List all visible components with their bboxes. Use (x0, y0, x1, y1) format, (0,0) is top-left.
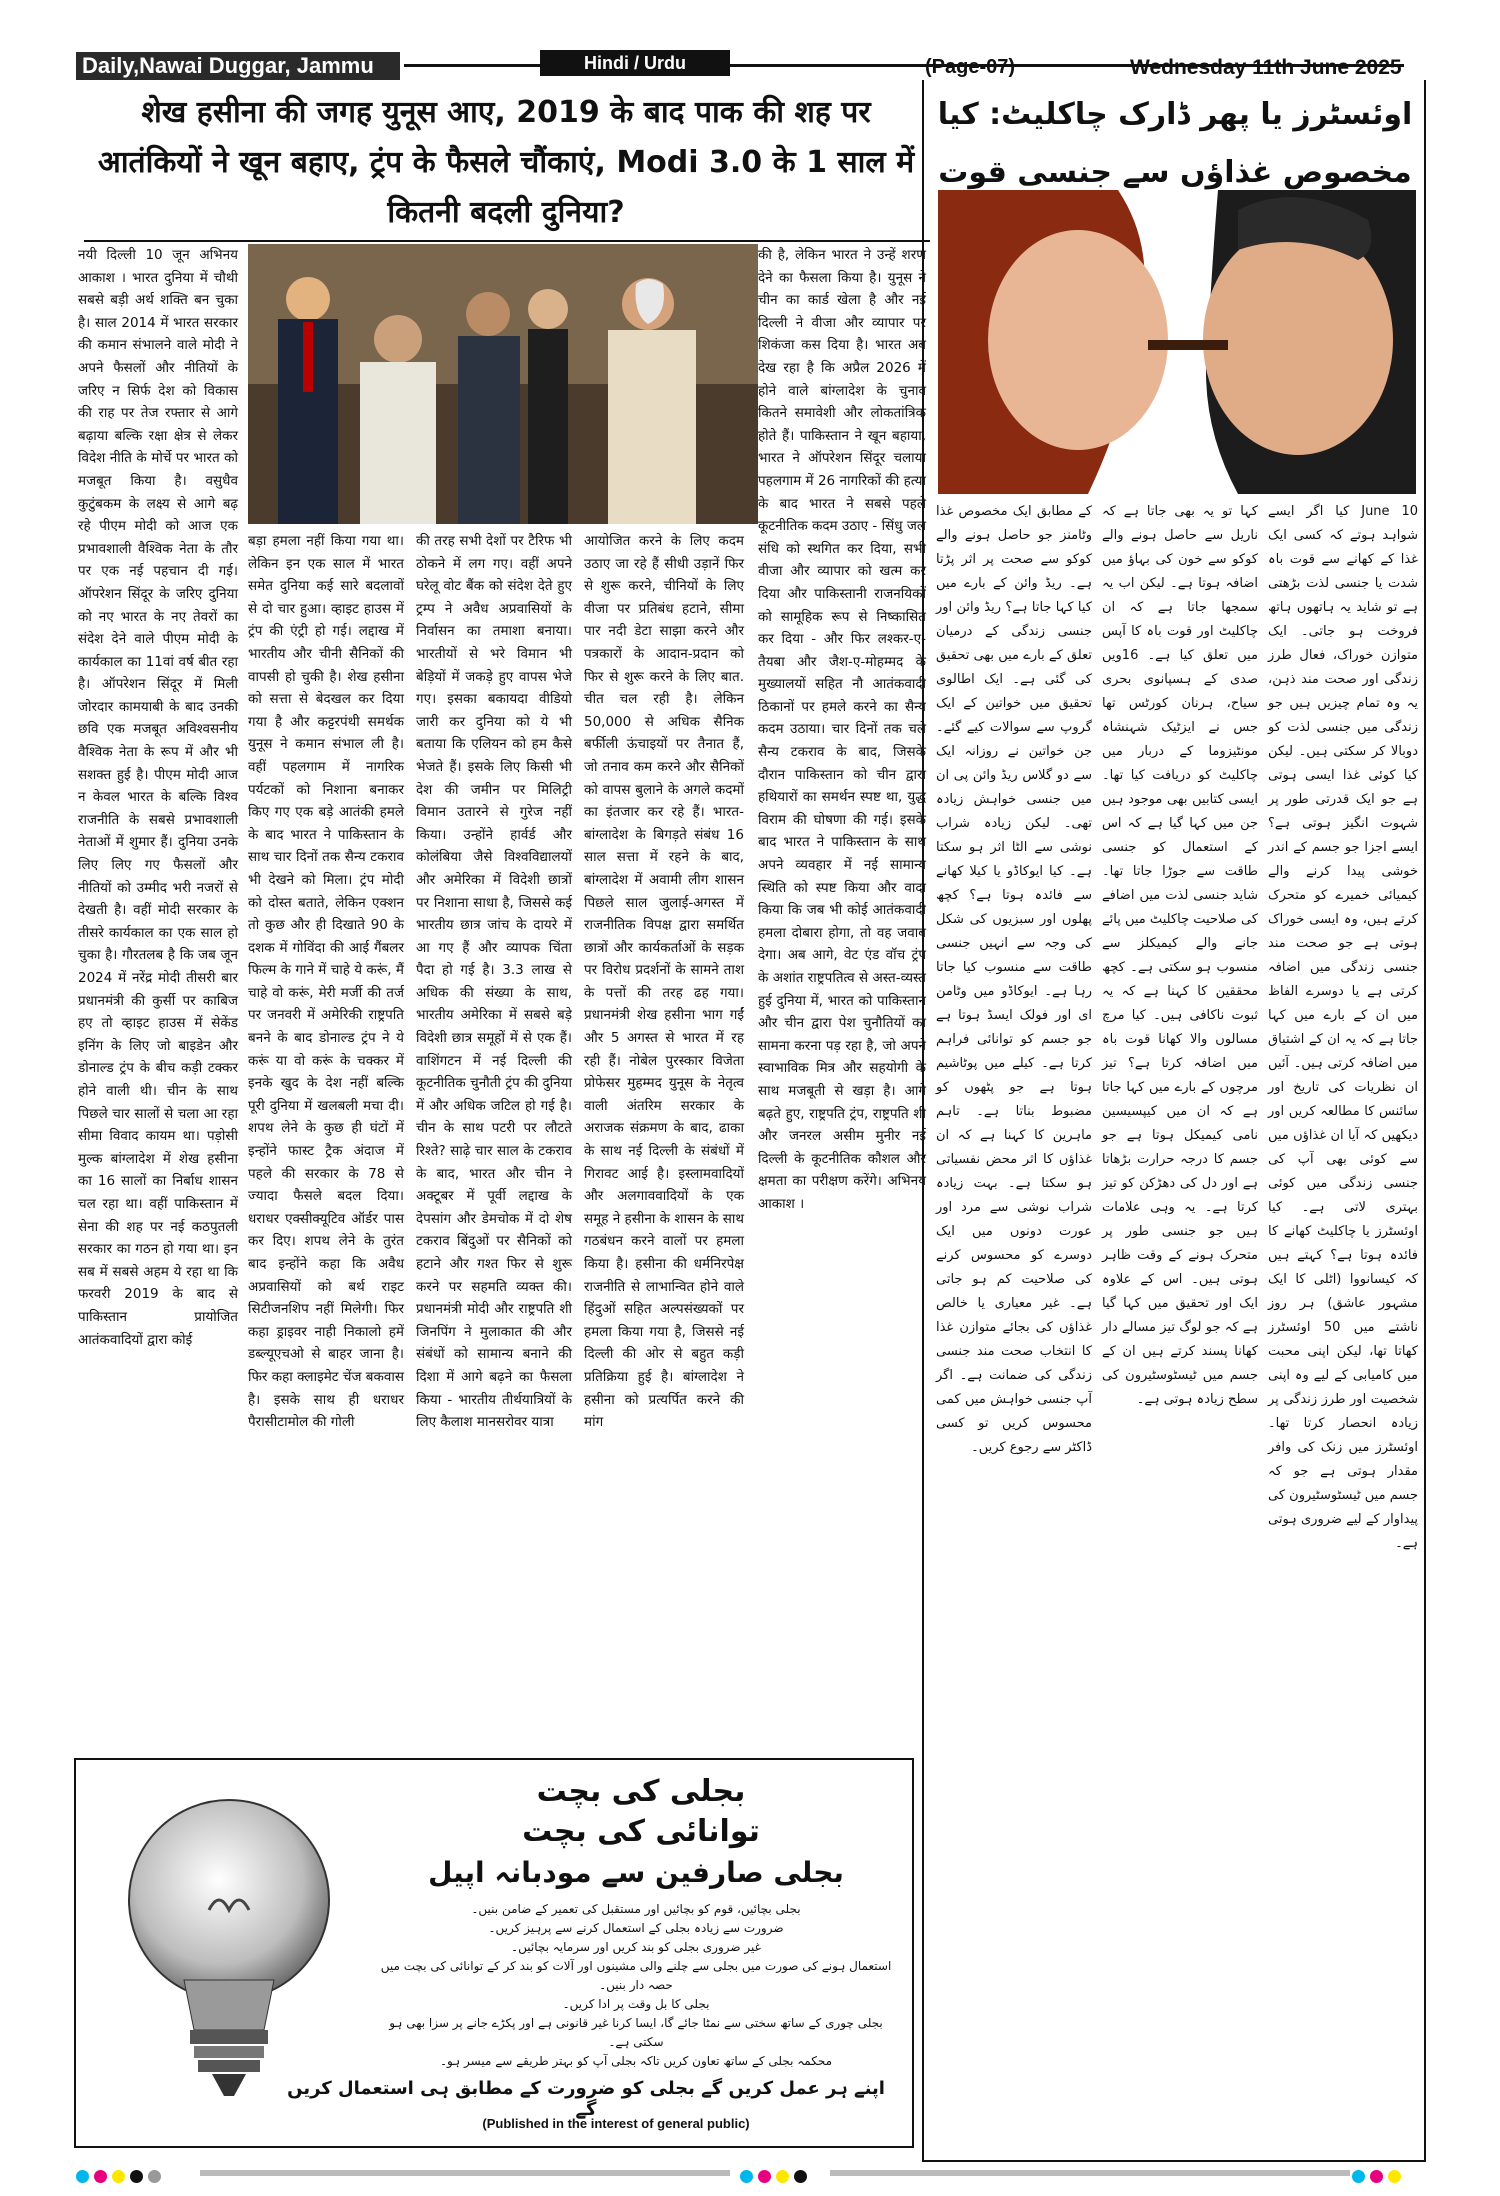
hindi-headline: शेख हसीना की जगह युनूस आए, 2019 के बाद पाक की शह पर आतंकियों ने खून बहाए, ट्रंप के फैसले चौंकाएं, Modi 3.0 के 1 साल में कितनी बदली दुनिया? (97, 95, 915, 230)
hindi-column-2: बड़ा हमला नहीं किया गया था। लेकिन इन एक साल में भारत समेत दुनिया कई सारे बदलावों से दो चार हुआ। व्हाइट हाउस में ट्रंप की एंट्री हो गई। लद्दाख में भारतीय और चीनी सैनिकों की वापसी हो चुकी है। शेख हसीना को सत्ता से बेदखल कर दिया गया है और कट्टरपंथी समर्थक युनूस ने कमान संभाल ली है। वहीं पहलगाम में नागरिक पर्यटकों को निशाना बनाकर किए गए एक बड़े आतंकी हमले के बाद भारत ने पाकिस्तान के साथ चार दिनों तक सैन्य टकराव भी देखने को मिला। ट्रंप मोदी को दोस्त बताते, लेकिन एक्शन तो कुछ और ही दिखाते 90 के दशक में गोविंदा की आई गैंबलर फिल्म के गाने में चाहे ये करूं, मैं चाहे वो करूं, मेरी मर्जी की तर्ज पर जनवरी में अमेरिकी राष्ट्रपति बनने के बाद डोनाल्ड ट्रंप ने ये करूं या वो करूं के चक्कर में इनके खुद के देश नहीं बल्कि पूरी दुनिया में खलबली मचा दी। शपथ लेने के कुछ ही घंटों में इन्होंने फास्ट ट्रैक अंदाज में पहले की सरकार के 78 से ज्यादा फैसले बदल दिया। धराधर एक्सीक्यूटिव ऑर्डर पास कर दिए। शपथ लेने के तुरंत बाद इन्होंने कहा कि अवैध अप्रवासियों को बर्थ राइट सिटीजनशिप नहीं मिलेगी। फिर कहा ड्राइवर नाही निकालो हमें डब्ल्यूएचओ से बाहर जाना है। फिर कहा क्लाइमेट चेंज बकवास है। इसके साथ ही धराधर पैरासीटामोल की गोली (248, 533, 404, 1431)
ad-credit: (Published in the interest of general public) (482, 2116, 750, 2131)
section-label: Hindi / Urdu (540, 50, 730, 76)
paper-name: Daily,Nawai Duggar, Jammu (76, 52, 400, 80)
ad-title-3: بجلی صارفین سے مودبانہ اپیل (428, 1856, 844, 1889)
urdu-headline: اوئسٹرز یا پھر ڈارک چاکلیٹ: کیا مخصوص غذاؤں سے جنسی قوت (937, 97, 1413, 190)
ad-bullet: محکمہ بجلی کے ساتھ تعاون کریں تاکہ بجلی آپ کو بہتر طریقے سے میسر ہو۔ (439, 2054, 833, 2068)
urdu-column-1: 10 June کیا اگر ایسے شواہد ہوتے کہ کسی ایک غذا کے کھانے سے قوت باہ شدت یا جنسی لذت بڑھتی ہے تو شاید یہ ہاتھوں ہاتھ فروخت ہو جاتی۔ ایک متوازن خوراک، فعال طرز زندگی اور صحت مند ذہن، یہ وہ تمام چیزیں ہیں جو زندگی میں جنسی لذت کو دوبالا کر سکتی ہیں۔ لیکن کیا کوئی غذا ایسی ہوتی ہے جو ایک قدرتی طور پر شہوت انگیز ہوتی ہے؟ ایسے اجزا جو جسم کے اندر خوشی پیدا کرنے والے کیمیائی خمیرے کو متحرک کرتے ہیں، وہ ایسی خوراک ہوتی ہے جو صحت مند جنسی زندگی میں اضافہ کرتی ہے یا دوسرے الفاظ میں ان کے بارے میں کہا جاتا ہے کہ یہ ان کے اشتیاق میں اضافہ کرتی ہیں۔ آئیں ان نظریات کی تاریخ اور سائنس کا مطالعہ کریں اور دیکھیں کہ آیا ان غذاؤں میں سے کوئی بھی آپ کی جنسی زندگی میں کوئی بہتری لاتی ہے۔ کیا اوئسٹرز یا چاکلیٹ کھانے کا فائدہ ہوتا ہے؟ کہتے ہیں کہ کیسانووا (اٹلی کا ایک مشہور عاشق) ہر روز ناشتے میں 50 اوئسٹرز کھاتا تھا، لیکن اپنی محبت میں کامیابی کے لیے وہ اپنی شخصیت اور طرز زندگی پر زیادہ انحصار کرتا تھا۔ اوئسٹرز میں زنک کی وافر مقدار ہوتی ہے جو کہ جسم میں ٹیسٹوسٹیرون کی پیداوار کے لیے ضروری ہوتی ہے۔ (1267, 504, 1419, 1551)
hindi-column-1b (78, 752, 238, 1746)
ad-bullet: غیر ضروری بجلی کو بند کریں اور سرمایہ بچائیں۔ (511, 1940, 761, 1954)
page-number: (Page-07) (925, 56, 1016, 78)
lightbulb-icon (104, 1790, 354, 2110)
hindi-column-3: की तरह सभी देशों पर टैरिफ भी ठोकने में लग गए। वहीं अपने घरेलू वोट बैंक को संदेश देते हुए ट्रम्प ने अवैध अप्रवासियों के निर्वासन का तमाशा बनाया। भारतीयों से भरे विमान भी बेड़ियों में जकड़े हुए वापस भेजे गए। इसका बकायदा वीडियो जारी कर दुनिया को ये भी बताया कि एलियन को हम कैसे भेजते हैं। इसके लिए किसी भी देश की जमीन पर मिलिट्री विमान उतारने से गुरेज नहीं किया। उन्होंने हार्वर्ड और कोलंबिया जैसे विश्वविद्यालयों और अमेरिका में विदेशी छात्रों पर निशाना साधा है, जिससे कई भारतीय छात्र जांच के दायरे में आ गए हैं और व्यापक चिंता पैदा हो गई है। 3.3 लाख से अधिक की संख्या के साथ, भारतीय अमेरिका में सबसे बड़े विदेशी छात्र समूहों में से एक हैं। वाशिंगटन में नई दिल्ली की कूटनीतिक चुनौती ट्रंप की दुनिया में और अधिक जटिल हो गई है। चीन के साथ पटरी पर लौटते रिश्ते? साढ़े चार साल के टकराव के बाद, भारत और चीन ने अक्टूबर में पूर्वी लद्दाख के देपसांग और डेमचोक में दो शेष टकराव बिंदुओं पर सैनिकों को हटाने और गश्त फिर से शुरू करने पर सहमति व्यक्त की। प्रधानमंत्री मोदी और राष्ट्रपति शी जिनपिंग ने मुलाकात की और संबंधों को सामान्य बनाने की दिशा में आगे बढ़ने का फैसला किया - भारतीय तीर्थयात्रियों के लिए कैलाश मानसरोवर यात्रा (416, 533, 572, 1431)
leaders-photo (248, 244, 758, 524)
issue-date: Wednesday 11th June 2025 (1130, 56, 1402, 79)
hindi-column-1: नयी दिल्ली 10 जून अभिनय आकाश । भारत दुनिया में चौथी सबसे बड़ी अर्थ शक्ति बन चुका है। साल 2014 में भारत सरकार की कमान संभालने वाले मोदी ने अपने फैसलों और नीतियों के जरिए न सिर्फ देश को विकास की राह पर तेज रफ्तार से आगे बढ़ाया बल्कि रक्षा क्षेत्र से लेकर विदेश नीति के मोर्चे पर भारत को मजबूत किया है। वसुधैव कुटुंबकम के लक्ष्य से आगे बढ़ रहे पीएम मोदी को आज एक प्रभावशाली वैश्विक नेता के तौर पर एक नई पहचान दी गई। ऑपरेशन सिंदूर के जरिए दुनिया को नए भारत के नए तेवरों का संदेश देने वाले पीएम मोदी के कार्यकाल का 11वां वर्ष बीत रहा है। ऑपरेशन सिंदूर में मिली जोरदार कामयाबी के बाद उनकी छवि एक मजबूत अविश्वसनीय वैश्विक नेता के रूप में और भी सशक्त हुई है। पीएम मोदी आज न केवल भारत के बल्कि विश्व राजनीति के सबसे प्रभावशाली नेताओं में शुमार हैं। दुनिया उनके लिए लिए गए फैसलों और नीतियों को उम्मीद भरी नजरों से देखती है। वहीं मोदी सरकार के तीसरे कार्यकाल का एक साल हो चुका है। गौरतलब है कि जब जून 2024 में नरेंद्र मोदी तीसरी बार प्रधानमंत्री की कुर्सी पर काबिज हए तो व्हाइट हाउस में सेकेंड इनिंग के लिए जो बाइडेन और डोनाल्ड ट्रंप के बीच कड़ी टक्कर होने वाली थी। चीन के साथ पिछले चार सालों से चला आ रहा सीमा विवाद कायम था। पड़ोसी मुल्क बांग्लादेश में शेख हसीना का 16 सालों का निर्बाध शासन चल रहा था। वहीं पाकिस्तान में सेना की शह पर नई कठपुतली सरकार का गठन हो गया था। इन सब में सबसे अहम ये रहा था कि फरवरी 2019 के बाद से पाकिस्तान प्रायोजित आतंकवादियों द्वारा कोई (78, 247, 238, 1348)
ad-bullet: بجلی بچائیں، قوم کو بچائیں اور مستقبل کی تعمیر کے ضامن بنیں۔ (471, 1902, 801, 1916)
hindi-column-4: आयोजित करने के लिए कदम उठाए जा रहे हैं सीधी उड़ानें फिर से शुरू करने, चीनियों के लिए वीजा पर प्रतिबंध हटाने, सीमा पार नदी डेटा साझा करने और पत्रकारों के आदान-प्रदान को फिर से शुरू करने के लिए बात. चीत चल रही है। लेकिन 50,000 से अधिक सैनिक बर्फीली ऊंचाइयों पर तैनात हैं, जो तनाव कम करने और सैनिकों को वापस बुलाने के अगले कदमों का इंतजार कर रहे हैं। भारत-बांग्लादेश के बिगड़ते संबंध 16 साल सत्ता में रहने के बाद, बांग्लादेश में अवामी लीग शासन पिछले साल जुलाई-अगस्त में राजनीतिक विपक्ष द्वारा समर्थित छात्रों और कार्यकर्ताओं के सड़क पर विरोध प्रदर्शनों के सामने ताश के पत्तों की तरह ढह गया। प्रधानमंत्री शेख हसीना भाग गईं और 5 अगस्त से भारत में रह रही हैं। नोबेल पुरस्कार विजेता प्रोफेसर मुहम्मद युनूस के नेतृत्व वाली अंतरिम सरकार के अराजक संक्रमण के बाद, ढाका के साथ नई दिल्ली के संबंधों में गिरावट आई है। इस्लामवादियों और अलगाववादियों के एक समूह ने हसीना के शासन के साथ गठबंधन करने वालों पर हमला किया है। हसीना की धर्मनिरपेक्ष राजनीति से लाभान्वित होने वाले हिंदुओं सहित अल्पसंख्यकों पर हमला किया गया है, जिससे नई दिल्ली की ओर से बहुत कड़ी प्रतिक्रिया हुई है। बांग्लादेश ने हसीना को प्रत्यर्पित करने की मांग (584, 533, 744, 1431)
registration-marks-left (76, 2166, 166, 2180)
urdu-column-2: کہا تو یہ بھی جاتا ہے کہ ناریل سے حاصل ہونے والے کوکو سے خون کی بہاؤ میں اضافہ ہوتا ہے۔ لیکن اب یہ سمجھا جاتا ہے کہ ان چاکلیٹ اور قوت باہ کا آپس میں تعلق کیا ہے۔ 16ویں صدی کے ہسپانوی بحری سیاح، ہرنان کورٹس تھا جس نے ایزٹیک شہنشاہ مونٹیزوما کے دربار میں چاکلیٹ کو دریافت کیا تھا۔ ایسی کتابیں بھی موجود ہیں جن میں کہا گیا ہے کہ اس کے استعمال کو جنسی طاقت سے جوڑا جاتا تھا۔ شاید جنسی لذت میں اضافے کی صلاحیت چاکلیٹ میں پائے جانے والے کیمیکلز سے منسوب ہو سکتی ہے۔ کچھ محققین کا کہنا ہے کہ یہ ثبوت ناکافی ہیں۔ کیا مرچ مسالوں والا کھانا قوت باہ میں اضافہ کرتا ہے؟ تیز مرچوں کے بارے میں کہا جاتا ہے کہ ان میں کیپسیسین نامی کیمیکل ہوتا ہے جو جسم کا درجہ حرارت بڑھاتا ہے اور دل کی دھڑکن کو تیز کرتا ہے۔ یہ وہی علامات ہیں جو جنسی طور پر متحرک ہونے کے وقت ظاہر ہوتی ہیں۔ اس کے علاوہ ایک اور تحقیق میں کہا گیا ہے کہ جو لوگ تیز مسالے دار کھانا پسند کرتے ہیں ان کے جسم میں ٹیسٹوسٹیرون کی سطح زیادہ ہوتی ہے۔ (1102, 504, 1258, 1407)
ad-bullet: ضرورت سے زیادہ بجلی کے استعمال کرنے سے پرہیز کریں۔ (488, 1921, 784, 1935)
gray-bar (200, 2170, 730, 2176)
urdu-column-3: کے مطابق ایک مخصوص غذا وٹامنز جو حاصل ہونے والے کوکو سے صحت پر اثر پڑتا ہے۔ ریڈ وائن کے بارے میں کیا کہا جاتا ہے؟ ریڈ وائن اور جنسی زندگی کے درمیان تعلق کے بارے میں بھی تحقیق کی گئی ہے۔ ایک اطالوی تحقیق میں خواتین کے ایک گروپ سے سوالات کیے گئے۔ جن خواتین نے روزانہ ایک سے دو گلاس ریڈ وائن پی ان میں جنسی خواہش زیادہ تھی۔ لیکن زیادہ شراب نوشی سے الٹا اثر ہو سکتا ہے۔ کیا ایوکاڈو یا کیلا کھانے سے فائدہ ہوتا ہے؟ کچھ پھلوں اور سبزیوں کی شکل کی وجہ سے انہیں جنسی طاقت سے منسوب کیا جاتا رہا ہے۔ ایوکاڈو میں وٹامن ای اور فولک ایسڈ ہوتا ہے جو جسم کو توانائی فراہم کرتا ہے۔ کیلے میں پوٹاشیم ہوتا ہے جو پٹھوں کو مضبوط بناتا ہے۔ تاہم ماہرین کا کہنا ہے کہ ان غذاؤں کا اثر محض نفسیاتی ہو سکتا ہے۔ بہت زیادہ شراب نوشی سے مرد اور عورت دونوں میں ایک دوسرے کو محسوس کرنے کی صلاحیت کم ہو جاتی ہے۔ غیر معیاری یا خالص غذاؤں کی بجائے متوازن غذا کا انتخاب صحت مند جنسی زندگی کی ضمانت ہے۔ اگر آپ جنسی خواہش میں کمی محسوس کریں تو کسی ڈاکٹر سے رجوع کریں۔ (936, 504, 1092, 1455)
ad-bullet: بجلی کا بل وقت پر ادا کریں۔ (562, 1997, 710, 2011)
ad-bullets (376, 1900, 896, 2071)
gray-bar-right (830, 2170, 1350, 2176)
ad-title-1: بجلی کی بچت (536, 1774, 746, 1809)
hindi-column-5: की है, लेकिन भारत ने उन्हें शरण देने का फैसला किया है। युनूस ने चीन का कार्ड खेला है और नई दिल्ली ने वीजा और व्यापार पर शिकंजा कस दिया है। भारत अब देख रहा है कि अप्रैल 2026 में होने वाले बांग्लादेश के चुनाव कितने समावेशी और लोकतांत्रिक होते हैं। पाकिस्तान ने खून बहाया, भारत ने ऑपरेशन सिंदूर चलाया पहलगाम में 26 नागरिकों की हत्या के बाद भारत ने सबसे पहले कूटनीतिक कदम उठाए - सिंधु जल संधि को स्थगित कर दिया, सभी वीजा और व्यापार को खत्म कर दिया और पाकिस्तानी राजनयिकों को सामूहिक रूप से निष्कासित कर दिया - और फिर लश्कर-ए-तैयबा और जैश-ए-मोहम्मद के मुख्यालयों सहित नौ आतंकवादी ठिकानों पर हमले करने का सैन्य कदम उठाया। चार दिनों तक चले सैन्य टकराव के बाद, जिसके दौरान पाकिस्तान को चीन द्वारा हथियारों का समर्थन स्पष्ट था, युद्ध विराम की घोषणा की गई। इसके बाद भारत ने पाकिस्तान के साथ अपने व्यवहार में नई सामान्य स्थिति को स्पष्ट किया और वादा किया कि जब भी कोई आतंकवादी हमला दोबारा होगा, तो वह जवाब देगा। अब आगे, वेट एंड वॉच ट्रंप के अशांत राष्ट्रपतित्व से अस्त-व्यस्त हुई दुनिया में, भारत को पाकिस्तान और चीन द्वारा पेश चुनौतियों का सामना करना पड़ रहा है, जो अपने स्वाभाविक मित्र और सहयोगी के साथ मजबूती से खड़ा है। आगे बढ़ते हुए, राष्ट्रपति ट्रंप, राष्ट्रपति शी और जनरल असीम मुनीर नई दिल्ली के कूटनीतिक कौशल और क्षमता का परीक्षण करेंगे। अभिनय आकाश । (758, 247, 926, 1212)
ad-footer: اپنے ہر عمل کریں گے بجلی کو ضرورت کے مطابق ہی استعمال کریں گے (287, 2078, 885, 2120)
headline-rule (84, 240, 930, 242)
electricity-saving-ad (74, 1758, 914, 2148)
registration-marks-right (1352, 2166, 1406, 2180)
couple-photo (938, 190, 1416, 494)
ad-title-2: توانائی کی بچت (522, 1814, 760, 1849)
ad-bullet: استعمال ہونے کی صورت میں بجلی سے چلنے والی مشینوں اور آلات کو بند کر کے توانائی کی بچت میں حصہ دار بنیں۔ (380, 1959, 892, 1992)
ad-bullet: بجلی چوری کے ساتھ سختی سے نمٹا جائے گا، ایسا کرنا غیر قانونی ہے اور پکڑے جانے پر سزا بھی ہو سکتی ہے۔ (389, 2016, 883, 2049)
registration-marks-center (740, 2166, 812, 2180)
